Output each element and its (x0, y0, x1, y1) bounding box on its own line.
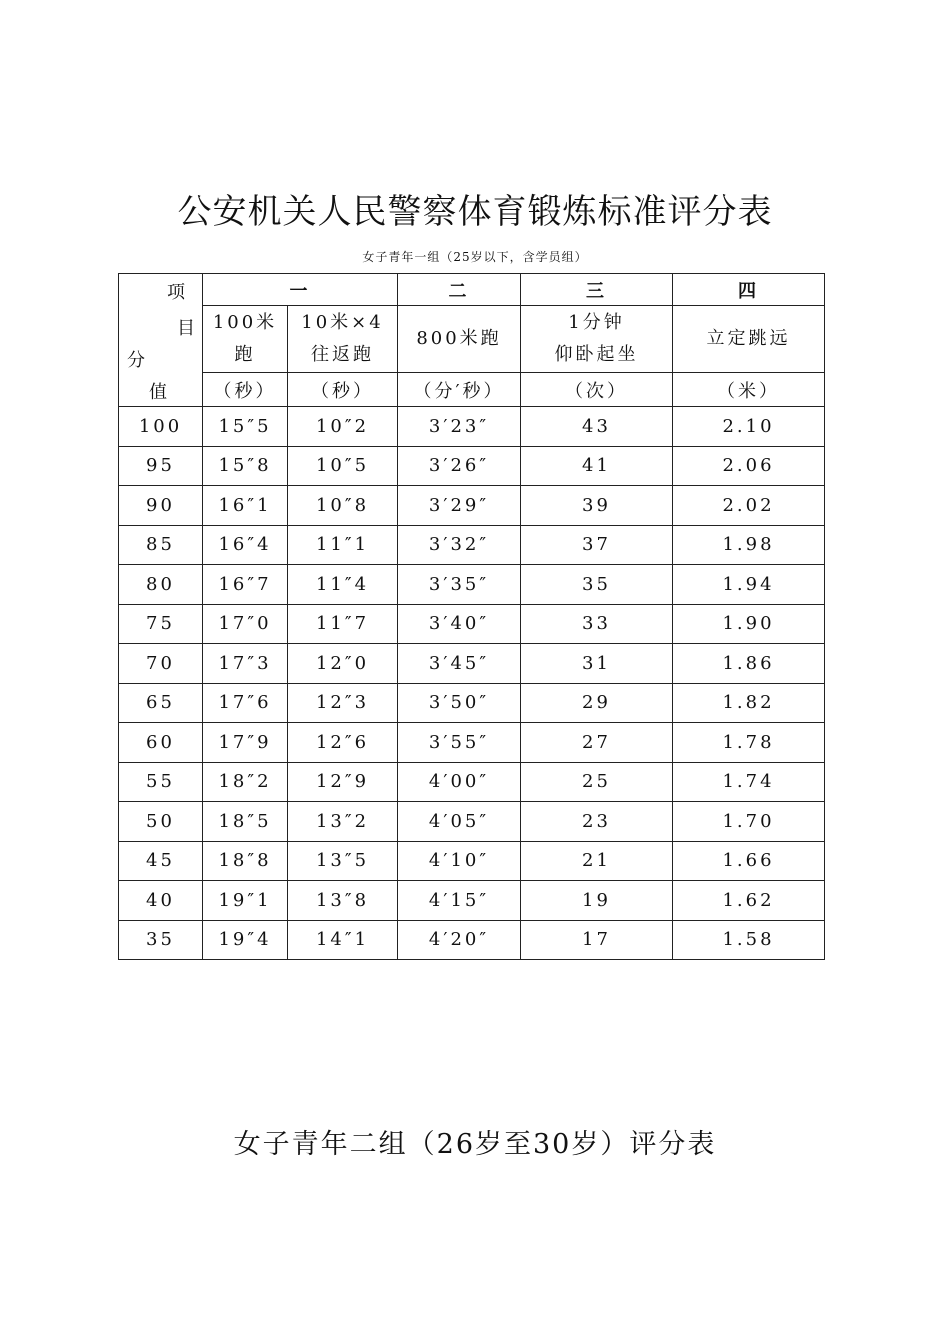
table-row (119, 881, 825, 921)
value-cell: 12″6 (288, 723, 398, 763)
value-cell: 3′23″ (398, 407, 521, 447)
value-cell: 1.90 (673, 604, 825, 644)
corner-label-score: 分 (127, 350, 148, 371)
unit-cell: （秒） (203, 373, 288, 407)
value-cell: 18″8 (203, 841, 288, 881)
group-header-1: 一 (203, 274, 398, 306)
table-row (119, 762, 825, 802)
value-cell: 4′10″ (398, 841, 521, 881)
score-cell: 45 (119, 841, 203, 881)
unit-cell: （分′秒） (398, 373, 521, 407)
event-header-800m (398, 306, 521, 373)
value-cell: 1.74 (673, 762, 825, 802)
score-cell: 100 (119, 407, 203, 447)
score-cell: 40 (119, 881, 203, 921)
value-cell: 12″0 (288, 644, 398, 684)
value-cell: 1.66 (673, 841, 825, 881)
event-header-100m (203, 306, 288, 373)
value-cell: 11″1 (288, 525, 398, 565)
score-cell: 50 (119, 802, 203, 842)
value-cell: 19 (521, 881, 673, 921)
table-subtitle: 女子青年一组（25岁以下，含学员组） (362, 250, 588, 264)
next-section-title: 女子青年二组（26岁至30岁）评分表 (233, 1129, 717, 1160)
unit-cell: （次） (521, 373, 673, 407)
group-header-row (119, 274, 825, 306)
table-row (119, 802, 825, 842)
value-cell: 17″9 (203, 723, 288, 763)
value-cell: 25 (521, 762, 673, 802)
value-cell: 1.78 (673, 723, 825, 763)
value-cell: 41 (521, 446, 673, 486)
table-row (119, 565, 825, 605)
value-cell: 31 (521, 644, 673, 684)
value-cell: 13″5 (288, 841, 398, 881)
table-row (119, 407, 825, 447)
score-cell: 85 (119, 525, 203, 565)
score-cell: 90 (119, 486, 203, 526)
group-header-3: 三 (521, 274, 673, 306)
value-cell: 1.86 (673, 644, 825, 684)
event-header-shuttle (288, 306, 398, 373)
value-cell: 17″3 (203, 644, 288, 684)
value-cell: 3′32″ (398, 525, 521, 565)
unit-cell: （秒） (288, 373, 398, 407)
value-cell: 13″8 (288, 881, 398, 921)
value-cell: 4′05″ (398, 802, 521, 842)
event-line: 仰卧起坐 (554, 344, 639, 366)
value-cell: 3′55″ (398, 723, 521, 763)
event-header-situps (521, 306, 673, 373)
value-cell: 3′40″ (398, 604, 521, 644)
value-cell: 2.06 (673, 446, 825, 486)
unit-cell: （米） (673, 373, 825, 407)
score-cell: 80 (119, 565, 203, 605)
value-cell: 3′45″ (398, 644, 521, 684)
score-cell: 35 (119, 920, 203, 960)
value-cell: 16″1 (203, 486, 288, 526)
value-cell: 19″1 (203, 881, 288, 921)
value-cell: 21 (521, 841, 673, 881)
value-cell: 10″2 (288, 407, 398, 447)
value-cell: 1.94 (673, 565, 825, 605)
value-cell: 1.98 (673, 525, 825, 565)
score-table (118, 273, 825, 960)
page-title: 公安机关人民警察体育锻炼标准评分表 (177, 192, 773, 232)
value-cell: 17 (521, 920, 673, 960)
table-row (119, 446, 825, 486)
table-row (119, 604, 825, 644)
value-cell: 1.82 (673, 683, 825, 723)
value-cell: 1.58 (673, 920, 825, 960)
value-cell: 2.02 (673, 486, 825, 526)
event-line: 100米 (212, 312, 278, 334)
value-cell: 23 (521, 802, 673, 842)
value-cell: 15″8 (203, 446, 288, 486)
value-cell: 33 (521, 604, 673, 644)
value-cell: 15″5 (203, 407, 288, 447)
value-cell: 16″4 (203, 525, 288, 565)
value-cell: 4′20″ (398, 920, 521, 960)
score-cell: 65 (119, 683, 203, 723)
table-row (119, 920, 825, 960)
event-line: 1分钟 (568, 312, 625, 334)
value-cell: 3′26″ (398, 446, 521, 486)
group-header-2: 二 (398, 274, 521, 306)
value-cell: 19″4 (203, 920, 288, 960)
value-cell: 1.62 (673, 881, 825, 921)
unit-header-row (119, 373, 825, 407)
event-header-long-jump (673, 306, 825, 373)
event-line: 10米×4 (301, 312, 384, 334)
corner-label-score: 值 (149, 382, 170, 403)
value-cell: 11″4 (288, 565, 398, 605)
value-cell: 3′29″ (398, 486, 521, 526)
value-cell: 13″2 (288, 802, 398, 842)
value-cell: 39 (521, 486, 673, 526)
group-header-4: 四 (673, 274, 825, 306)
score-cell: 70 (119, 644, 203, 684)
value-cell: 12″9 (288, 762, 398, 802)
value-cell: 35 (521, 565, 673, 605)
value-cell: 11″7 (288, 604, 398, 644)
value-cell: 17″0 (203, 604, 288, 644)
score-cell: 60 (119, 723, 203, 763)
value-cell: 18″5 (203, 802, 288, 842)
table-row (119, 644, 825, 684)
event-line: 立定跳远 (706, 328, 791, 350)
table-row (119, 525, 825, 565)
event-line: 往返跑 (311, 344, 374, 366)
value-cell: 14″1 (288, 920, 398, 960)
value-cell: 4′00″ (398, 762, 521, 802)
value-cell: 4′15″ (398, 881, 521, 921)
value-cell: 10″5 (288, 446, 398, 486)
value-cell: 18″2 (203, 762, 288, 802)
value-cell: 16″7 (203, 565, 288, 605)
value-cell: 27 (521, 723, 673, 763)
value-cell: 3′50″ (398, 683, 521, 723)
value-cell: 43 (521, 407, 673, 447)
score-cell: 55 (119, 762, 203, 802)
table-row (119, 486, 825, 526)
value-cell: 1.70 (673, 802, 825, 842)
value-cell: 37 (521, 525, 673, 565)
table-row (119, 723, 825, 763)
score-cell: 95 (119, 446, 203, 486)
table-row (119, 683, 825, 723)
score-cell: 75 (119, 604, 203, 644)
table-row (119, 841, 825, 881)
value-cell: 17″6 (203, 683, 288, 723)
value-cell: 3′35″ (398, 565, 521, 605)
value-cell: 29 (521, 683, 673, 723)
event-header-row (119, 306, 825, 373)
value-cell: 12″3 (288, 683, 398, 723)
event-line: 800米跑 (416, 328, 502, 350)
event-line: 跑 (234, 344, 256, 366)
corner-cell (119, 274, 203, 407)
corner-label-item: 项 (167, 282, 188, 303)
value-cell: 10″8 (288, 486, 398, 526)
value-cell: 2.10 (673, 407, 825, 447)
corner-label-item: 目 (177, 318, 198, 339)
